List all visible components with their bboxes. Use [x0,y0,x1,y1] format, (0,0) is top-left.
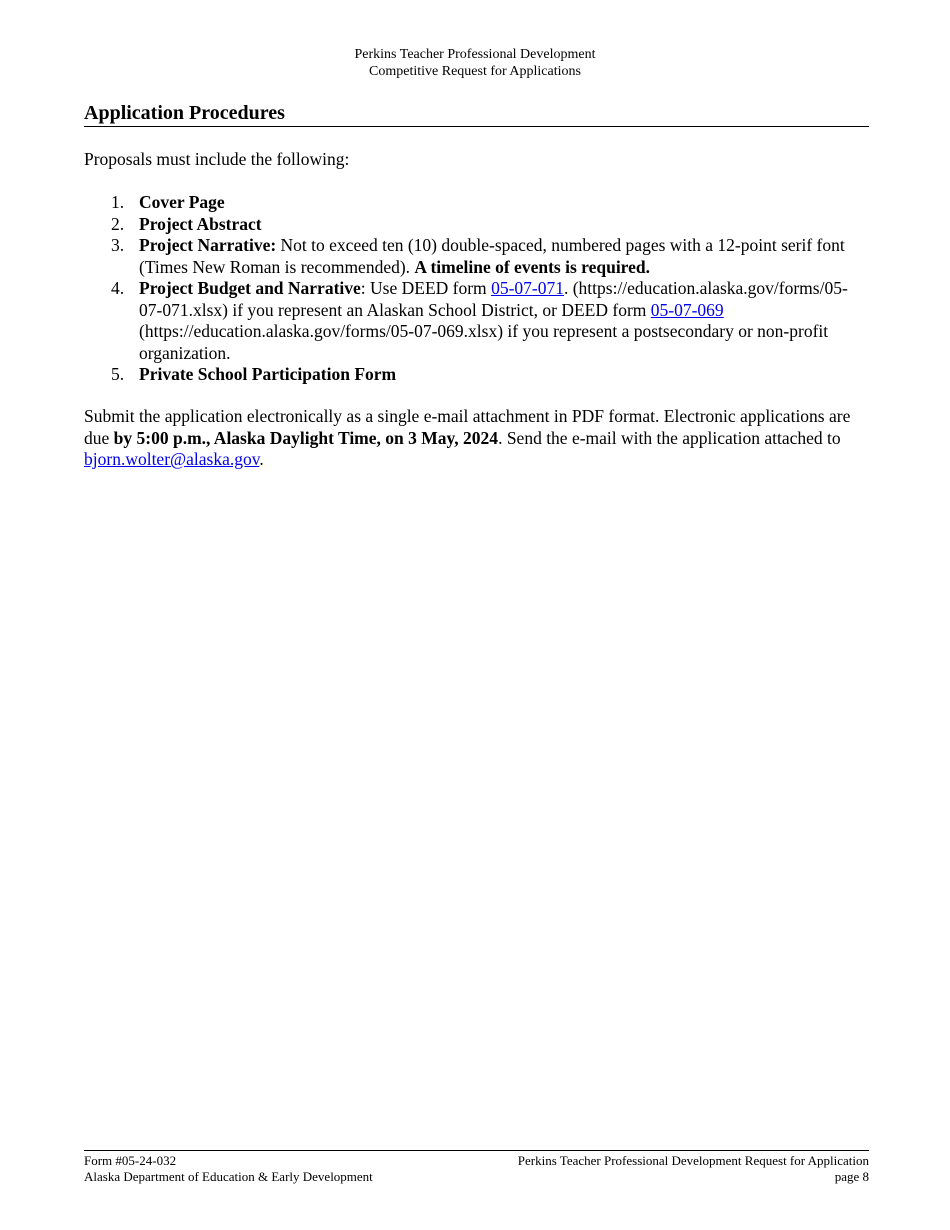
footer-left [84,1153,373,1185]
item-text: . (https://education.alaska.gov/forms/05-07-071.xlsx) if you represent an Alaskan School District, or DEED form [139,278,848,320]
submit-text: . [259,449,264,469]
footer-department: Alaska Department of Education & Early Development [84,1169,373,1184]
page-header [0,46,950,80]
list-number: 5. [111,364,125,384]
list-number: 2. [111,213,125,234]
header-line-1: Perkins Teacher Professional Development [354,47,596,62]
header-line-2: Competitive Request for Applications [369,64,581,79]
intro-text: Proposals must include the following: [84,149,350,169]
item-title: Project Budget and Narrative [139,278,361,298]
list-number: 1. [111,192,125,212]
list-item [84,364,869,386]
list-item [84,214,869,236]
page-footer [84,1150,869,1185]
item-text: : Use DEED form [360,278,492,298]
footer-page-number: page 8 [834,1169,869,1184]
item-text: Not to exceed ten (10) double-spaced, numbered pages with a 12-point serif font (Times New Roman is recommended). [139,235,845,277]
requirements-list [84,192,869,386]
item-text: (https://education.alaska.gov/forms/05-07-069.xlsx) if you represent a postsecondary or non-profit organization. [139,321,829,363]
footer-form-number: Form #05-24-032 [84,1153,177,1168]
list-item [84,278,869,364]
email-link[interactable]: bjorn.wolter@alaska.gov [84,449,260,469]
item-title: Private School Participation Form [139,364,397,384]
item-title: Project Abstract [139,213,262,234]
footer-doc-title: Perkins Teacher Professional Development Request for Application [517,1153,869,1168]
form-link-05-07-071[interactable]: 05-07-071 [491,278,564,298]
submit-text: Submit the application electronically as a single e-mail attachment in PDF format. Electronic applications are due [84,406,851,448]
submit-text: . Send the e-mail with the application attached to [498,427,841,448]
list-item [84,192,869,214]
list-number: 4. [111,278,125,298]
section-heading: Application Procedures [84,101,869,127]
item-bold-note: A timeline of events is required. [414,256,651,277]
submission-paragraph [84,406,869,471]
list-item [84,235,869,278]
item-title: Project Narrative: [139,235,277,255]
footer-right [518,1153,869,1185]
item-title: Cover Page [139,192,225,212]
list-number: 3. [111,235,125,255]
deadline-text: by 5:00 p.m., Alaska Daylight Time, on 3 May, 2024 [113,427,499,448]
form-link-05-07-069[interactable]: 05-07-069 [650,299,724,320]
